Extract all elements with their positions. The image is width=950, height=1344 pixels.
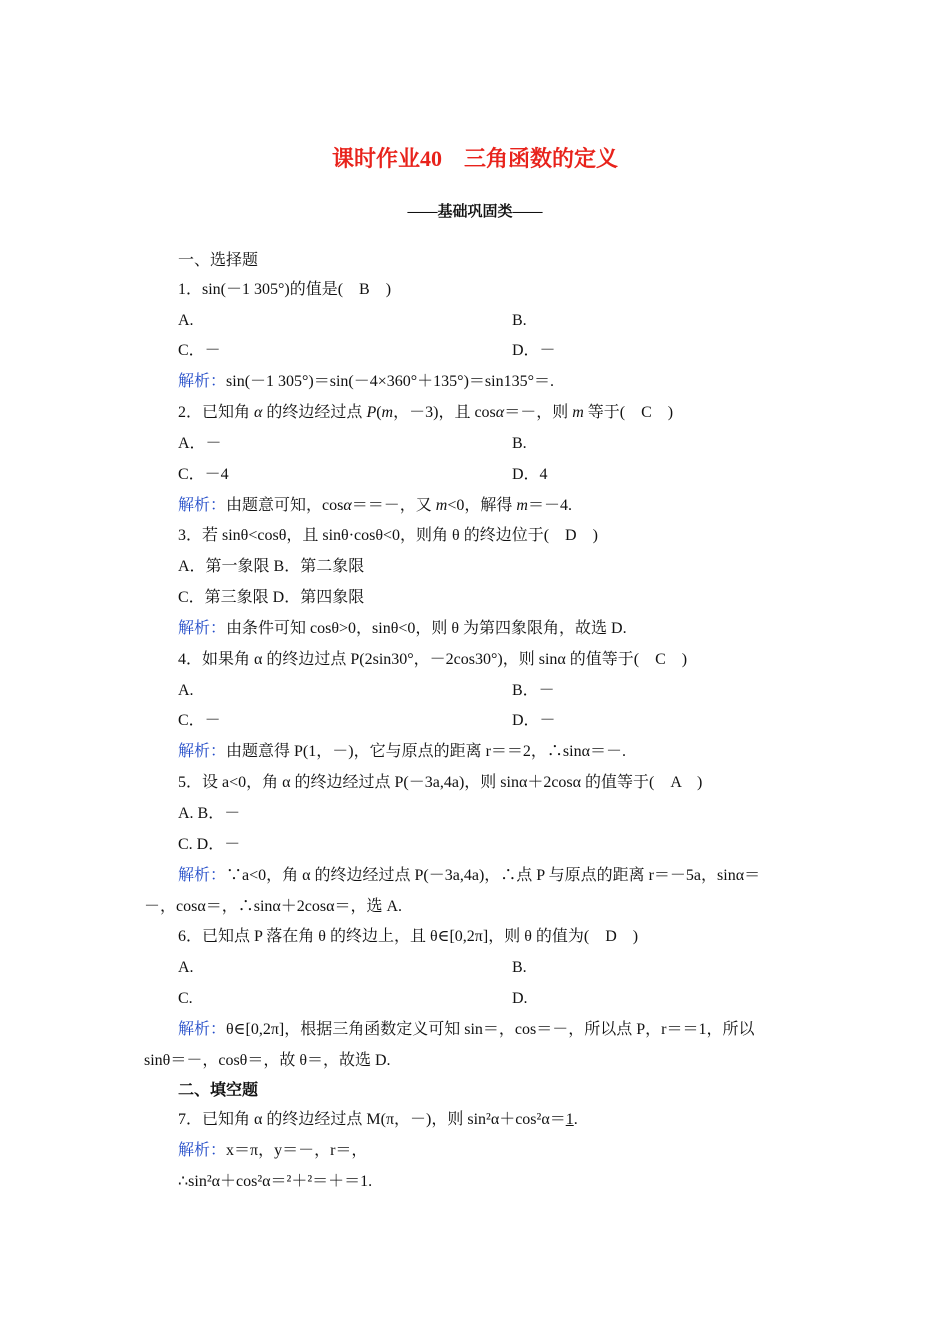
question-1-explanation <box>178 372 554 392</box>
section-heading-fill: 二、填空题 <box>178 1082 259 1099</box>
question-2-option-d: D．4 <box>512 466 548 483</box>
question-3-options-cd: C．第三象限 D．第四象限 <box>178 589 365 606</box>
question-6-explanation-cont: sinθ＝－，cosθ＝，故 θ＝，故选 D. <box>144 1052 391 1069</box>
question-5-stem: 5．设 a<0，角 α 的终边经过点 P(－3a,4a)，则 sinα＋2cosα 的值等于( A ) <box>178 774 703 791</box>
question-5-options-ab: A. B．－ <box>178 805 241 822</box>
question-7-stem: 7．已知角 α 的终边经过点 M(π，－)，则 sin²α＋cos²α＝1. <box>178 1111 578 1128</box>
question-4-option-d: D．－ <box>512 712 556 729</box>
question-3-stem: 3．若 sinθ<cosθ，且 sinθ·cosθ<0，则角 θ 的终边位于( D ) <box>178 527 598 544</box>
question-4-option-c: C．－ <box>178 712 221 729</box>
question-5-options-cd: C. D．－ <box>178 836 241 853</box>
question-3-options-ab: A．第一象限 B．第二象限 <box>178 558 365 575</box>
question-6-stem: 6．已知点 P 落在角 θ 的终边上，且 θ∈[0,2π]，则 θ 的值为( D ) <box>178 928 639 945</box>
question-6-option-b: B. <box>512 959 527 976</box>
question-1-stem: 1．sin(－1 305°)的值是( B ) <box>178 281 392 298</box>
question-6-explanation: 解析：θ∈[0,2π]，根据三角函数定义可知 sin＝，cos＝－，所以点 P，r＝＝1，所以 <box>178 1021 755 1038</box>
question-1-option-d: D．－ <box>512 342 556 359</box>
question-5-explanation-cont: －，cosα＝，∴sinα＋2cosα＝，选 A. <box>144 898 403 915</box>
question-3-explanation: 解析：由条件可知 cosθ>0，sinθ<0，则 θ 为第四象限角，故选 D. <box>178 620 627 637</box>
question-1-option-a: A. <box>178 312 194 329</box>
explain-text: sin(－1 305°)＝sin(－4×360°＋135°)＝sin135°＝. <box>226 373 554 390</box>
question-2-stem: 2．已知角 α 的终边经过点 P(m，－3)，且 cosα＝－，则 m 等于( C ) <box>178 404 674 421</box>
question-4-option-a: A. <box>178 682 194 699</box>
question-2-option-a: A．－ <box>178 435 222 452</box>
question-4-stem: 4．如果角 α 的终边过点 P(2sin30°，－2cos30°)，则 sinα 的值等于( C ) <box>178 651 688 668</box>
question-6-option-a: A. <box>178 959 194 976</box>
page-title: 课时作业40 三角函数的定义 <box>331 146 618 171</box>
question-7-answer: 1 <box>565 1111 574 1128</box>
question-2-option-c: C．－4 <box>178 466 229 483</box>
explain-label: 解析： <box>178 373 227 390</box>
question-4-explanation: 解析：由题意得 P(1，－)，它与原点的距离 r＝＝2，∴sinα＝－. <box>178 743 626 760</box>
section-subtitle: ——基础巩固类—— <box>407 204 543 220</box>
question-5-explanation: 解析：∵a<0，角 α 的终边经过点 P(－3a,4a)，∴点 P 与原点的距离 r＝－5a，sinα＝ <box>178 867 761 884</box>
section-heading-choice: 一、选择题 <box>178 252 259 269</box>
question-1-option-b: B. <box>512 312 527 329</box>
question-6-option-c: C. <box>178 990 193 1007</box>
question-2-explanation: 解析：由题意可知，cosα＝＝－，又 m<0，解得 m＝－4. <box>178 497 572 514</box>
question-7-explanation-cont: ∴sin²α＋cos²α＝²＋²＝＋＝1. <box>178 1173 373 1190</box>
question-2-option-b: B. <box>512 435 527 452</box>
question-6-option-d: D. <box>512 990 528 1007</box>
question-7-explanation: 解析：x＝π，y＝－，r＝， <box>178 1142 368 1159</box>
question-1-option-c: C．－ <box>178 342 221 359</box>
question-4-option-b: B．－ <box>512 682 555 699</box>
